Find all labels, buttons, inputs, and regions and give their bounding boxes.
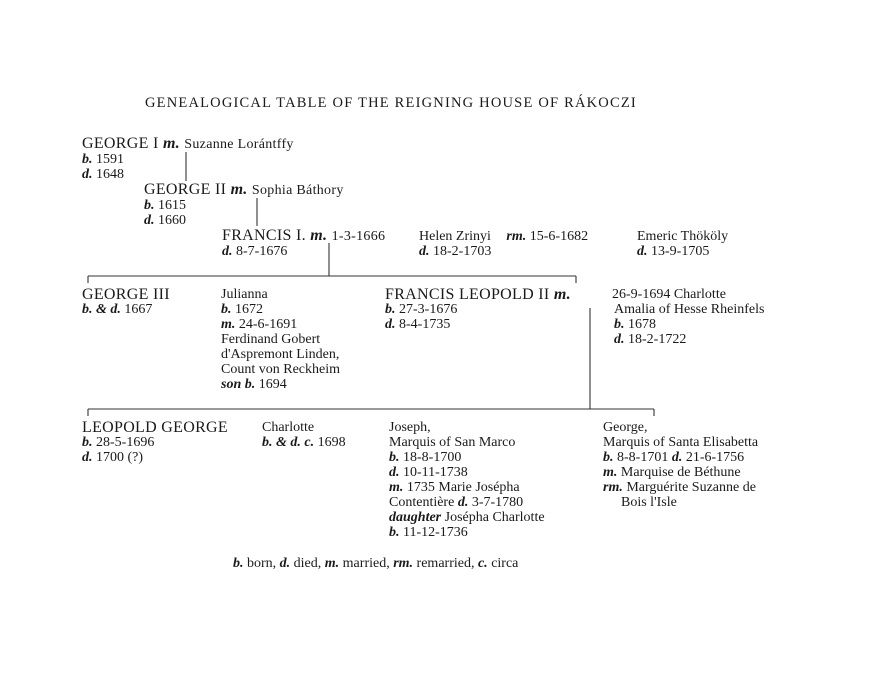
legend-born-text: born, [247, 556, 277, 571]
helen-zrinyi-entry [419, 229, 588, 244]
julianna-spouse-line-2: d'Aspremont Linden, [221, 347, 340, 362]
died-abbr: d. [389, 465, 400, 480]
george-se-remarried [603, 480, 756, 495]
leopold-george-born [82, 435, 154, 450]
charlotte-amalia-line-2: Amalia of Hesse Rheinfels [614, 302, 765, 317]
joseph-spouse-surname: Contentière [389, 495, 455, 510]
married-abbr: m. [553, 286, 571, 303]
born-abbr: b. [614, 317, 625, 332]
joseph-spouse-died-date: 3-7-1780 [471, 495, 524, 510]
legend-married-abbr: m. [324, 556, 340, 571]
george-iii-year: 1667 [124, 302, 153, 317]
julianna-name: Julianna [221, 287, 268, 302]
son-born-label: son b. [221, 377, 256, 392]
died-abbr: d. [144, 213, 155, 228]
born-died-abbr: b. & d. [82, 302, 121, 317]
george-ii-entry [144, 181, 344, 199]
george-se-died-date: 21-6-1756 [685, 450, 745, 465]
leopold-george-died [82, 450, 143, 465]
helen-zrinyi-died [419, 244, 491, 259]
francis-i-entry [222, 227, 385, 245]
born-abbr: b. [389, 525, 400, 540]
francis-i-name: FRANCIS I. [222, 227, 306, 244]
born-abbr: b. [82, 152, 93, 167]
page-title: GENEALOGICAL TABLE OF THE REIGNING HOUSE OF RÁKOCZI [145, 95, 637, 111]
born-abbr: b. [603, 450, 614, 465]
francis-i-died-date: 8-7-1676 [236, 244, 288, 259]
helen-died-date: 18-2-1703 [433, 244, 492, 259]
legend-died-text: died, [293, 556, 322, 571]
julianna-married [221, 317, 297, 332]
george-i-born [82, 152, 124, 167]
remarried-abbr: rm. [603, 480, 623, 495]
joseph-born-date: 18-8-1700 [403, 450, 462, 465]
george-se-married [603, 465, 741, 480]
george-ii-died-year: 1660 [158, 213, 186, 228]
george-se-second-spouse-line-2: Bois l'Isle [621, 495, 677, 510]
joseph-died [389, 465, 468, 480]
charlotte-amalia-died-date: 18-2-1722 [628, 332, 687, 347]
joseph-died-date: 10-11-1738 [403, 465, 468, 480]
george-i-entry [82, 135, 294, 153]
joseph-married [389, 480, 520, 495]
george-iii-name: GEORGE III [82, 286, 170, 303]
george-ii-spouse: Sophia Báthory [251, 183, 344, 198]
died-abbr: d. [671, 450, 683, 465]
julianna-son [221, 377, 287, 392]
julianna-spouse-line-3: Count von Reckheim [221, 362, 340, 377]
died-abbr: d. [222, 244, 233, 259]
george-i-born-year: 1591 [96, 152, 124, 167]
born-abbr: b. [385, 302, 396, 317]
leopold-george-name: LEOPOLD GEORGE [82, 419, 228, 436]
george-iii-born-died [82, 302, 152, 317]
joseph-born [389, 450, 461, 465]
joseph-marriage: 1735 Marie Josépha [406, 480, 520, 495]
francis-leopold-ii-born [385, 302, 457, 317]
married-abbr: m. [230, 181, 248, 198]
legend-died-abbr: d. [279, 556, 291, 571]
francis-leopold-ii-died [385, 317, 450, 332]
died-abbr: d. [457, 495, 469, 510]
helen-remarriage-date: 15-6-1682 [529, 229, 589, 244]
george-i-died-year: 1648 [96, 167, 124, 182]
married-abbr: m. [389, 480, 404, 495]
francis-leopold-ii-name: FRANCIS LEOPOLD II [385, 286, 550, 303]
joseph-daughter-born [389, 525, 468, 540]
died-abbr: d. [82, 450, 93, 465]
francis-i-died [222, 244, 287, 259]
george-ii-born [144, 198, 186, 213]
emeric-thokoly-name: Emeric Thököly [637, 229, 729, 244]
julianna-son-born-year: 1694 [258, 377, 287, 392]
george-se-second-spouse: Marguérite Suzanne de [626, 480, 756, 495]
george-se-born-died [603, 450, 744, 465]
died-abbr: d. [637, 244, 648, 259]
died-abbr: d. [614, 332, 625, 347]
francis-leopold-ii-born-date: 27-3-1676 [399, 302, 458, 317]
died-abbr: d. [82, 167, 93, 182]
joseph-name: Joseph, [389, 420, 431, 435]
charlotte-year: 1698 [317, 435, 346, 450]
george-ii-name: GEORGE II [144, 181, 227, 198]
julianna-born [221, 302, 263, 317]
julianna-spouse-line-1: Ferdinand Gobert [221, 332, 321, 347]
julianna-marriage-date: 24-6-1691 [238, 317, 298, 332]
george-i-name: GEORGE I [82, 135, 159, 152]
julianna-born-year: 1672 [235, 302, 263, 317]
george-se-title: Marquis of Santa Elisabetta [603, 435, 759, 450]
born-abbr: b. [389, 450, 400, 465]
married-abbr: m. [603, 465, 618, 480]
joseph-title: Marquis of San Marco [389, 435, 516, 450]
joseph-daughter-name: Josépha Charlotte [444, 510, 545, 525]
francis-i-marriage-date: 1-3-1666 [331, 229, 386, 244]
charlotte-amalia-born-year: 1678 [628, 317, 656, 332]
charlotte-born-died [262, 435, 346, 450]
charlotte-amalia-died [614, 332, 686, 347]
legend-married-text: married, [342, 556, 390, 571]
born-abbr: b. [221, 302, 232, 317]
daughter-label: daughter [389, 510, 442, 525]
francis-leopold-ii-died-date: 8-4-1735 [399, 317, 451, 332]
george-ii-died [144, 213, 186, 228]
legend-remarried-abbr: rm. [393, 556, 414, 571]
joseph-daughter [389, 510, 545, 525]
born-died-circa-abbr: b. & d. c. [262, 435, 315, 450]
joseph-spouse [389, 495, 523, 510]
charlotte-amalia-born [614, 317, 656, 332]
died-abbr: d. [419, 244, 430, 259]
george-i-spouse: Suzanne Lorántffy [184, 137, 294, 152]
leopold-george-born-date: 28-5-1696 [96, 435, 155, 450]
married-abbr: m. [310, 227, 328, 244]
george-se-spouse: Marquise de Béthune [620, 465, 741, 480]
george-se-name: George, [603, 420, 648, 435]
legend-born-abbr: b. [233, 556, 244, 571]
helen-zrinyi-name: Helen Zrinyi [419, 229, 491, 244]
born-abbr: b. [144, 198, 155, 213]
charlotte-name: Charlotte [262, 420, 315, 435]
legend-circa-text: circa [491, 556, 519, 571]
legend-remarried-text: remarried, [416, 556, 475, 571]
francis-leopold-ii-entry [385, 286, 571, 303]
leopold-george-died-date: 1700 (?) [96, 450, 144, 465]
george-ii-born-year: 1615 [158, 198, 186, 213]
married-abbr: m. [162, 135, 180, 152]
married-abbr: m. [221, 317, 236, 332]
died-abbr: d. [385, 317, 396, 332]
joseph-daughter-born-date: 11-12-1736 [403, 525, 468, 540]
abbreviation-legend [233, 556, 518, 571]
george-i-died [82, 167, 124, 182]
emeric-thokoly-died [637, 244, 709, 259]
emeric-died-date: 13-9-1705 [651, 244, 710, 259]
george-se-born-date: 8-8-1701 [617, 450, 669, 465]
remarried-abbr: rm. [506, 229, 527, 244]
charlotte-amalia-line-1: 26-9-1694 Charlotte [612, 287, 726, 302]
born-abbr: b. [82, 435, 93, 450]
legend-circa-abbr: c. [477, 556, 488, 571]
